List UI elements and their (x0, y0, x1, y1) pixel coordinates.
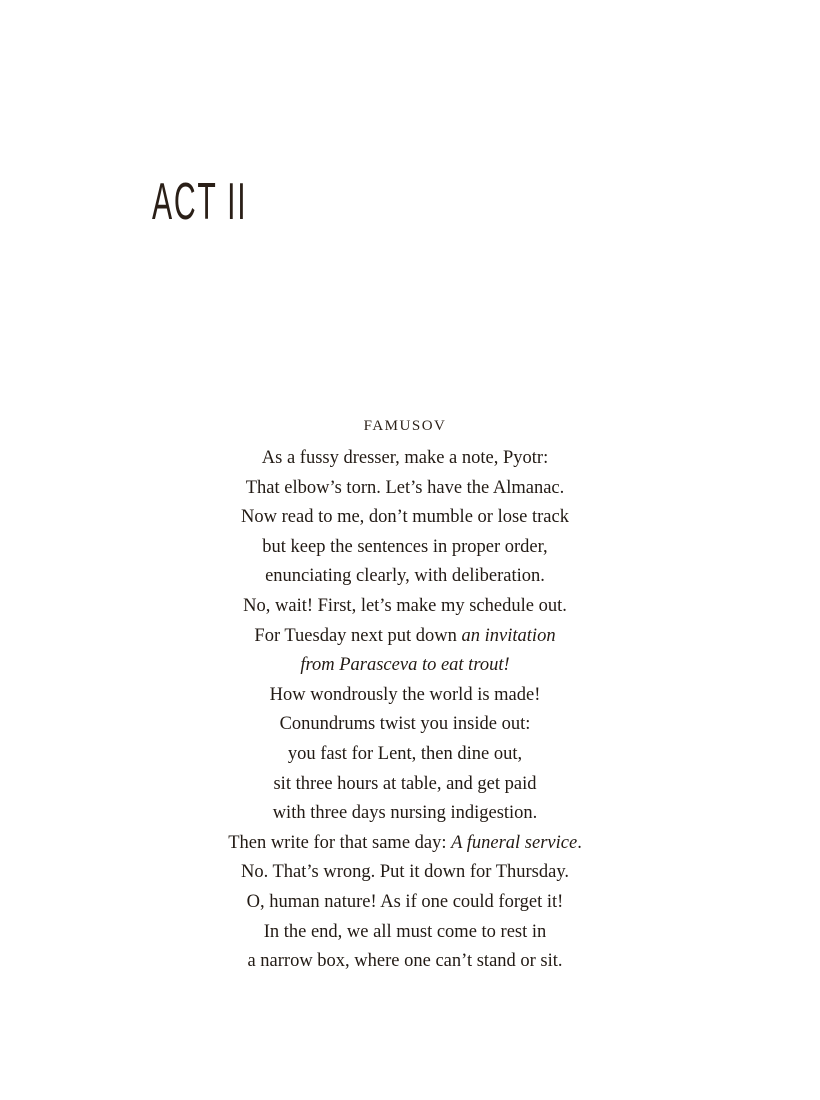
verse-line (0, 888, 810, 918)
verse-segment: with three days nursing indigestion. (272, 803, 538, 824)
verse-line (0, 740, 810, 770)
verse-segment: Then write for that same day: (228, 832, 452, 853)
verse-line (0, 592, 810, 622)
verse-segment: sit three hours at table, and get paid (273, 773, 537, 794)
verse-line (0, 918, 810, 948)
verse-line (0, 947, 810, 977)
verse-line (0, 562, 810, 592)
verse-italic-segment: A funeral service (451, 832, 578, 853)
verse-segment: Conundrums twist you inside out: (279, 714, 531, 735)
verse-segment: As a fussy dresser, make a note, Pyotr: (261, 448, 549, 468)
verse-line (0, 444, 810, 474)
verse-segment: That elbow’s torn. Let’s have the Almanac. (245, 477, 565, 498)
verse-segment: In the end, we all must come to rest in (263, 921, 547, 942)
verse-segment: No, wait! First, let’s make my schedule out. (243, 595, 567, 616)
verse-line (0, 710, 810, 740)
verse-line (0, 651, 810, 681)
verse-line (0, 474, 810, 504)
verse-segment: a narrow box, where one can’t stand or sit. (247, 951, 563, 972)
verse-segment: you fast for Lent, then dine out, (287, 743, 523, 764)
verse-line (0, 799, 810, 829)
verse-lines (0, 444, 810, 977)
verse-line (0, 858, 810, 888)
verse-segment: but keep the sentences in proper order, (262, 536, 548, 557)
verse-line (0, 533, 810, 563)
verse-italic-segment: an invitation (461, 625, 556, 646)
verse-line (0, 503, 810, 533)
verse-italic-segment: from Parasceva to eat trout! (300, 655, 510, 676)
verse-line (0, 829, 810, 859)
verse-line (0, 681, 810, 711)
verse-segment: No. That’s wrong. Put it down for Thursday. (240, 862, 569, 883)
verse-segment: O, human nature! As if one could forget it! (246, 891, 564, 912)
verse-block (0, 414, 810, 977)
verse-line (0, 622, 810, 652)
verse-segment: enunciating clearly, with deliberation. (265, 566, 545, 587)
verse-line (0, 770, 810, 800)
speaker-name: FAMUSOV (363, 418, 447, 434)
verse-segment: For Tuesday next put down (254, 625, 462, 646)
verse-segment: How wondrously the world is made! (269, 684, 541, 705)
verse-segment: Now read to me, don’t mumble or lose track (241, 507, 569, 528)
verse-segment: . (577, 832, 582, 853)
act-title: ACT II (152, 173, 248, 231)
